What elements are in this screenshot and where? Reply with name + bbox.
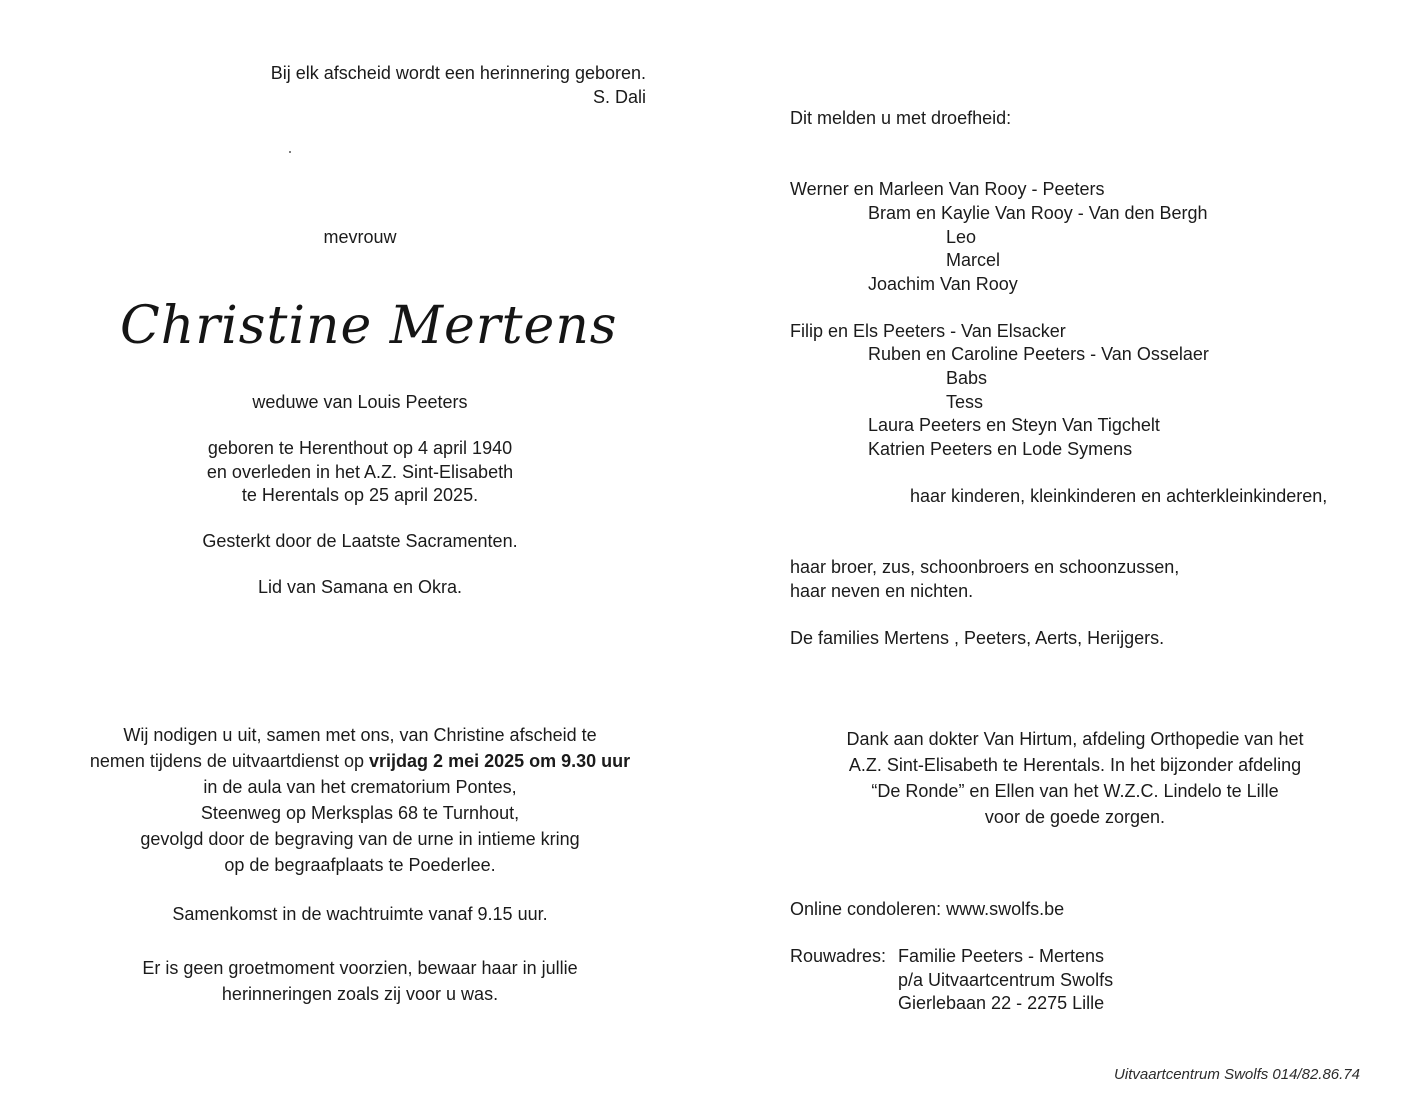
intro: Dit melden u met droefheid: xyxy=(790,108,1012,128)
invitation-line-5: gevolgd door de begraving van de urne in intieme kring xyxy=(140,829,580,849)
invitation-line-3: in de aula van het crematorium Pontes, xyxy=(203,777,517,797)
print-speck xyxy=(289,151,291,153)
family-1-child-2: Joachim Van Rooy xyxy=(868,274,1018,294)
widow-of: weduwe van Louis Peeters xyxy=(252,392,468,412)
address-line-1: Familie Peeters - Mertens xyxy=(898,946,1105,966)
mourning-address xyxy=(898,945,1113,1016)
birth-line: geboren te Herenthout op 4 april 1940 xyxy=(207,438,513,458)
membership: Lid van Samana en Okra. xyxy=(257,577,463,597)
thanks-block xyxy=(775,726,1375,830)
family-1-grandchild-1: Leo xyxy=(946,227,977,247)
siblings-line-2: haar neven en nichten. xyxy=(790,580,974,601)
gathering: Samenkomst in de wachtruimte vanaf 9.15 uur. xyxy=(172,904,548,924)
family-2-child-1: Ruben en Caroline Peeters - Van Osselaer xyxy=(868,344,1209,364)
invitation-block xyxy=(60,722,660,878)
funeral-home-footer: Uitvaartcentrum Swolfs 014/82.86.74 xyxy=(1114,1066,1360,1083)
thanks-line-3: “De Ronde” en Ellen van het W.Z.C. Lindelo te Lille xyxy=(871,781,1279,801)
thanks-line-1: Dank aan dokter Van Hirtum, afdeling Orthopedie van het xyxy=(846,729,1304,749)
deceased-name: Christine Mertens xyxy=(120,296,618,356)
mourning-address-label: Rouwadres: xyxy=(790,946,887,966)
family-1-head: Werner en Marleen Van Rooy - Peeters xyxy=(790,179,1105,199)
online-condolences: Online condoleren: www.swolfs.be xyxy=(790,899,1065,919)
siblings-line-1: haar broer, zus, schoonbroers en schoonzussen, xyxy=(790,557,1180,577)
family-2-child-2: Laura Peeters en Steyn Van Tigchelt xyxy=(868,415,1160,435)
death-line: en overleden in het A.Z. Sint-Elisabeth xyxy=(206,461,514,482)
siblings-block xyxy=(790,556,1179,603)
family-2-head: Filip en Els Peeters - Van Elsacker xyxy=(790,321,1066,341)
no-greeting-block xyxy=(60,955,660,1007)
no-greeting-line-2: herinneringen zoals zij voor u was. xyxy=(221,984,499,1004)
family-1-grandchild-2: Marcel xyxy=(946,250,1001,270)
quote-author: S. Dali xyxy=(592,86,646,107)
address-line-3: Gierlebaan 22 - 2275 Lille xyxy=(898,993,1105,1013)
sacraments: Gesterkt door de Laatste Sacramenten. xyxy=(202,531,518,551)
thanks-line-4: voor de goede zorgen. xyxy=(984,807,1166,827)
invitation-line-2 xyxy=(60,748,660,774)
address-line-2: p/a Uitvaartcentrum Swolfs xyxy=(898,969,1114,990)
family-1-child-1: Bram en Kaylie Van Rooy - Van den Bergh xyxy=(868,203,1208,223)
invitation-line-2-text: nemen tijdens de uitvaartdienst op xyxy=(89,751,370,771)
invitation-line-4: Steenweg op Merksplas 68 te Turnhout, xyxy=(200,803,520,823)
invitation-line-1: Wij nodigen u uit, samen met ons, van Christine afscheid te xyxy=(123,725,597,745)
family-2-grandchild-1: Babs xyxy=(946,368,988,388)
death-place-line: te Herentals op 25 april 2025. xyxy=(241,485,479,505)
birth-death-block xyxy=(110,437,610,508)
quote-text: Bij elk afscheid wordt een herinnering geboren. xyxy=(270,63,646,83)
quote xyxy=(200,62,646,109)
family-summary: haar kinderen, kleinkinderen en achterkleinkinderen, xyxy=(910,486,1328,506)
invitation-line-6: op de begraafplaats te Poederlee. xyxy=(224,855,496,875)
thanks-line-2: A.Z. Sint-Elisabeth te Herentals. In het bijzonder afdeling xyxy=(848,755,1302,775)
family-2-grandchild-2: Tess xyxy=(946,392,984,412)
family-2-child-3: Katrien Peeters en Lode Symens xyxy=(868,439,1133,459)
no-greeting-line-1: Er is geen groetmoment voorzien, bewaar haar in jullie xyxy=(142,958,578,978)
honorific: mevrouw xyxy=(323,227,397,247)
families: De families Mertens , Peeters, Aerts, Herijgers. xyxy=(790,628,1165,648)
service-datetime: vrijdag 2 mei 2025 om 9.30 uur xyxy=(369,751,631,771)
